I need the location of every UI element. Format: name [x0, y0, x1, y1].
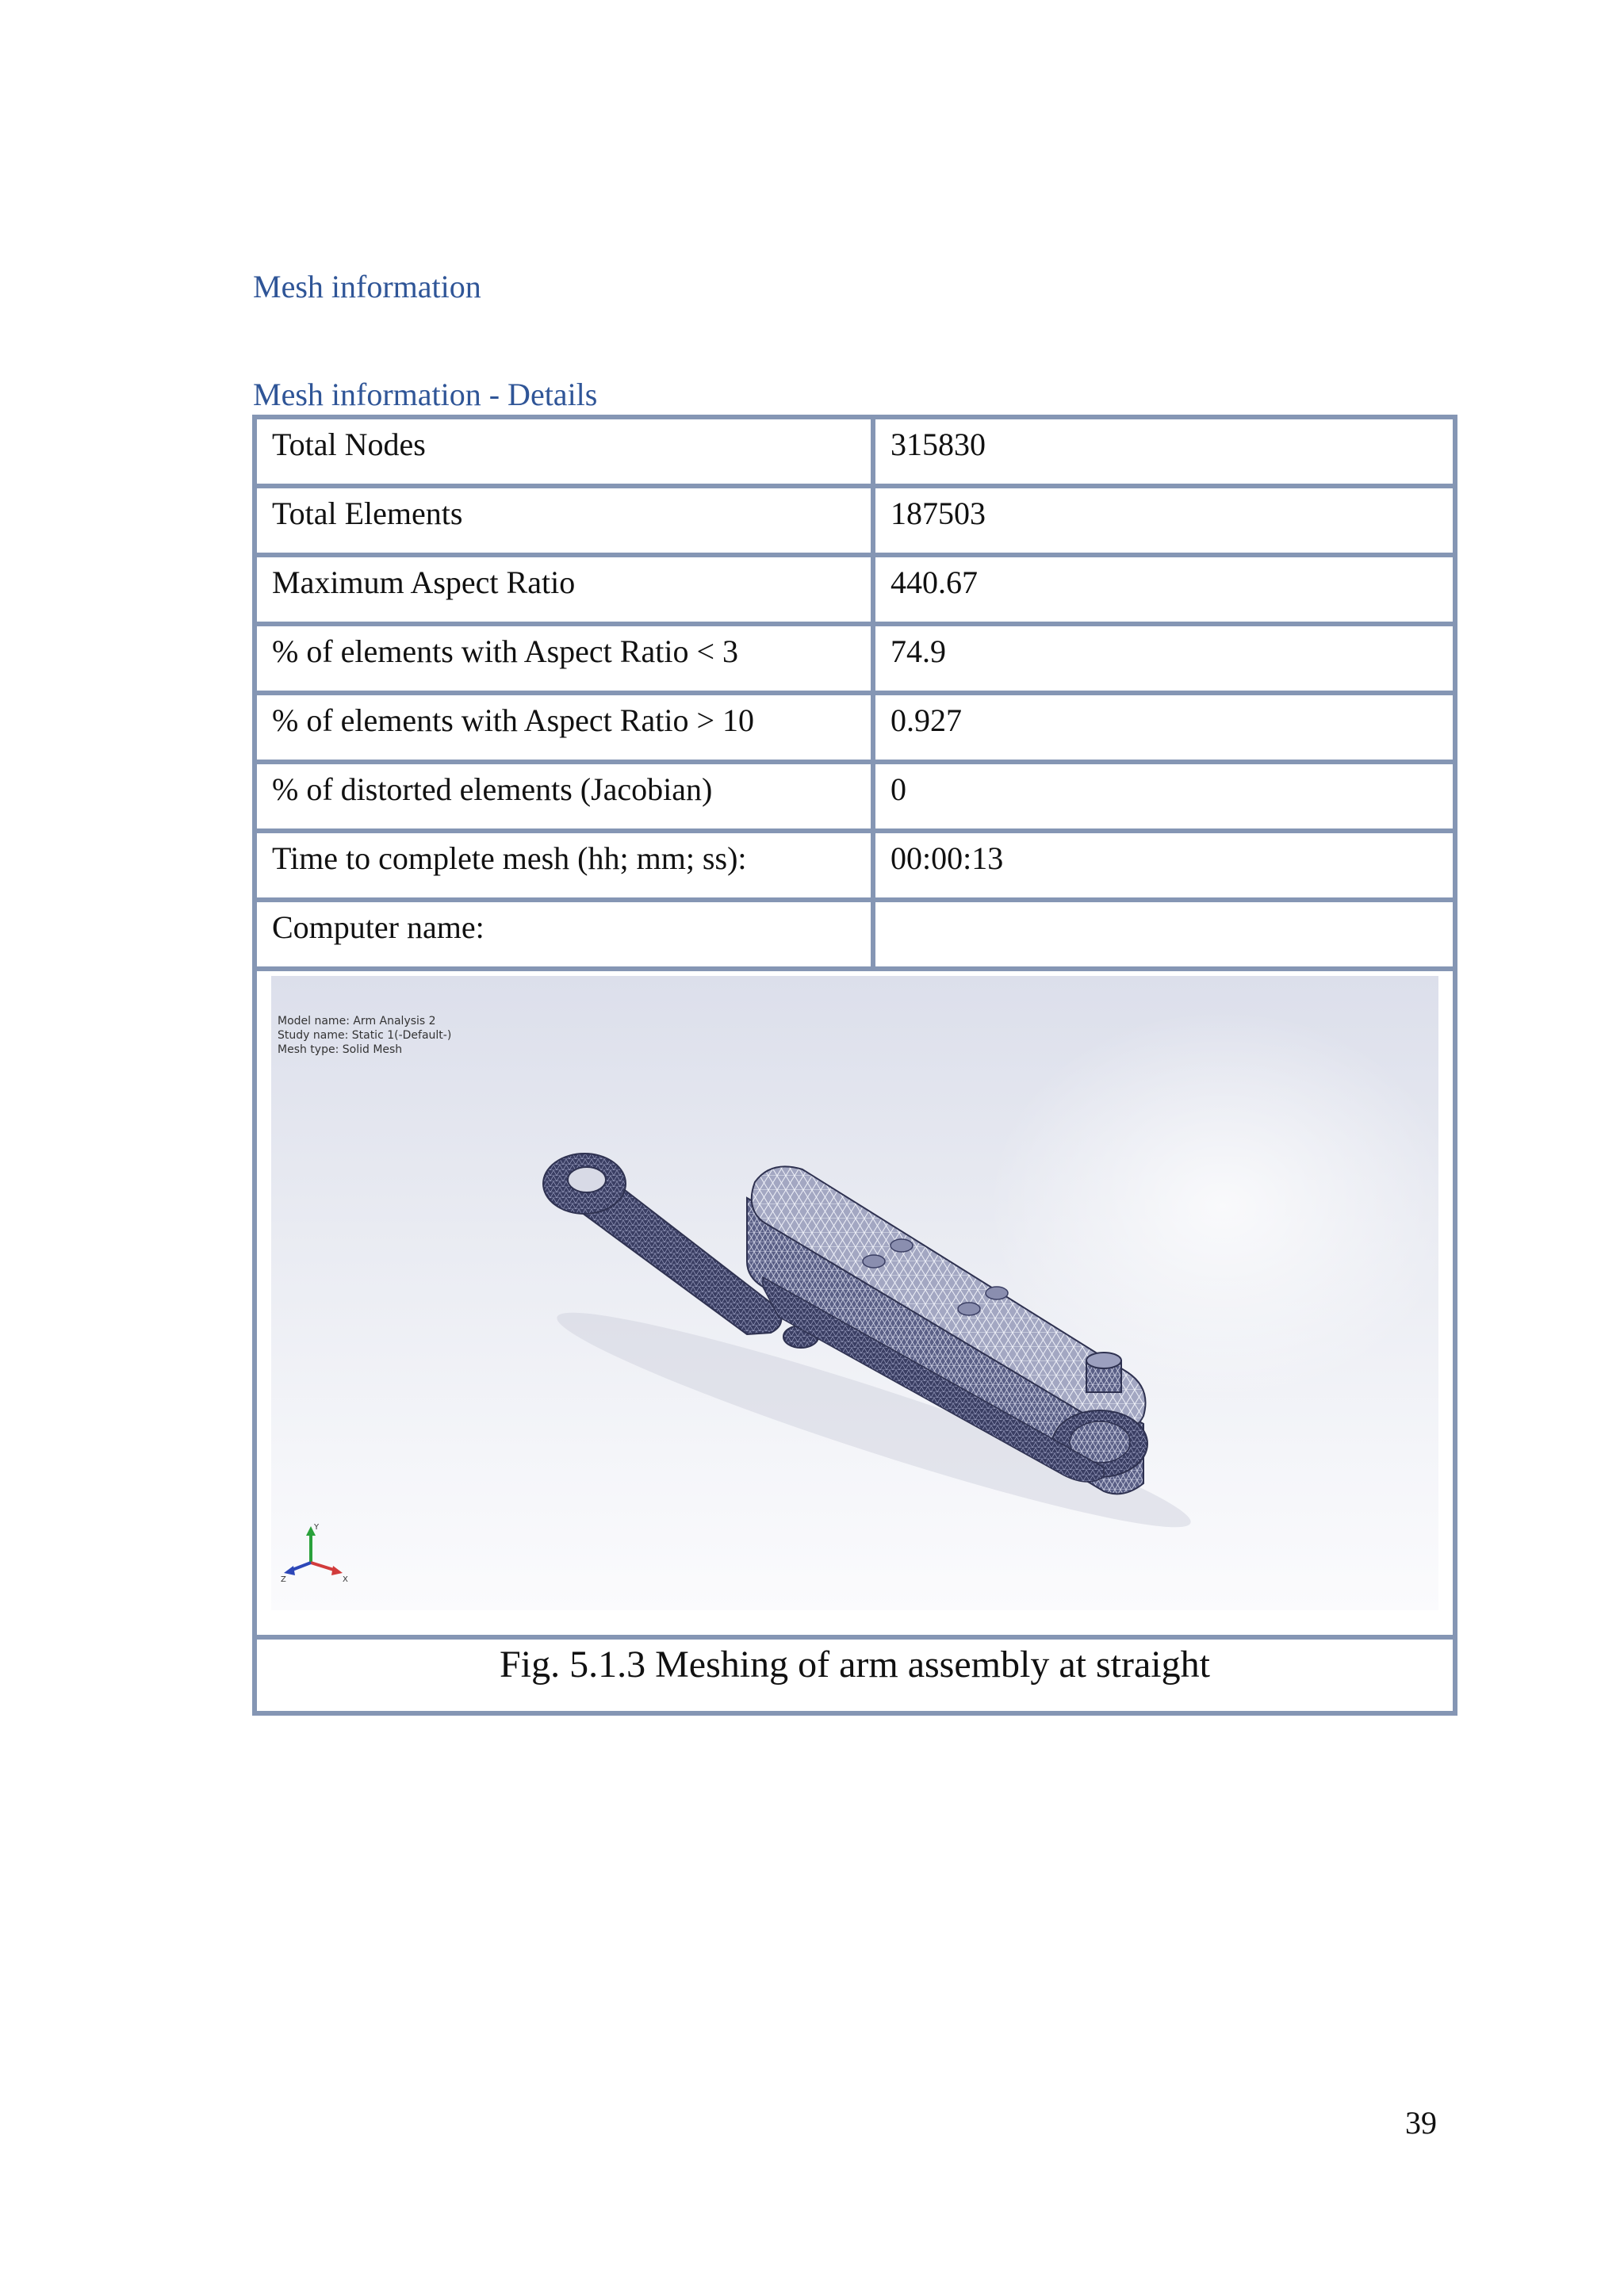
table-row	[257, 488, 1453, 557]
row-value: 0.927	[891, 702, 962, 738]
table-row	[257, 419, 1453, 488]
mesh-details-table	[252, 415, 1457, 1716]
figure-cell	[257, 971, 1453, 1640]
row-label: % of distorted elements (Jacobian)	[257, 764, 875, 828]
triad-x-label: X	[343, 1575, 348, 1584]
row-value	[875, 902, 1453, 966]
row-value: 74.9	[891, 633, 946, 669]
mesh-figure-image	[271, 976, 1438, 1610]
meshed-arm-assembly-drawing	[271, 976, 1438, 1610]
triad-z-label: Z	[281, 1575, 286, 1584]
table-row	[257, 626, 1453, 695]
table-title: Mesh information - Details	[253, 377, 598, 412]
row-label: Total Nodes	[257, 419, 875, 484]
row-value: 315830	[891, 427, 986, 462]
table-row	[257, 764, 1453, 833]
model-name-text: Model name: Arm Analysis 2	[278, 1015, 436, 1027]
row-value: 00:00:13	[891, 840, 1004, 876]
study-name-text: Study name: Static 1(-Default-)	[278, 1029, 452, 1042]
figure-caption: Fig. 5.1.3 Meshing of arm assembly at straight	[500, 1644, 1210, 1686]
row-value: 0	[891, 771, 906, 807]
row-label: Maximum Aspect Ratio	[257, 557, 875, 622]
mesh-type-text: Mesh type: Solid Mesh	[278, 1043, 403, 1056]
row-label: % of elements with Aspect Ratio > 10	[257, 695, 875, 760]
coordinate-triad-icon	[279, 1523, 350, 1586]
row-label: % of elements with Aspect Ratio < 3	[257, 626, 875, 691]
table-row	[257, 695, 1453, 764]
table-row	[257, 833, 1453, 902]
triad-y-label: Y	[314, 1523, 320, 1532]
page-number: 39	[1405, 2105, 1437, 2141]
table-row	[257, 902, 1453, 971]
section-heading: Mesh information	[253, 269, 481, 304]
caption-cell	[257, 1640, 1453, 1711]
row-value: 187503	[891, 496, 986, 531]
row-label: Total Elements	[257, 488, 875, 553]
row-label: Time to complete mesh (hh; mm; ss):	[257, 833, 875, 897]
row-value: 440.67	[891, 564, 978, 600]
row-label: Computer name:	[257, 902, 875, 966]
table-row	[257, 557, 1453, 626]
